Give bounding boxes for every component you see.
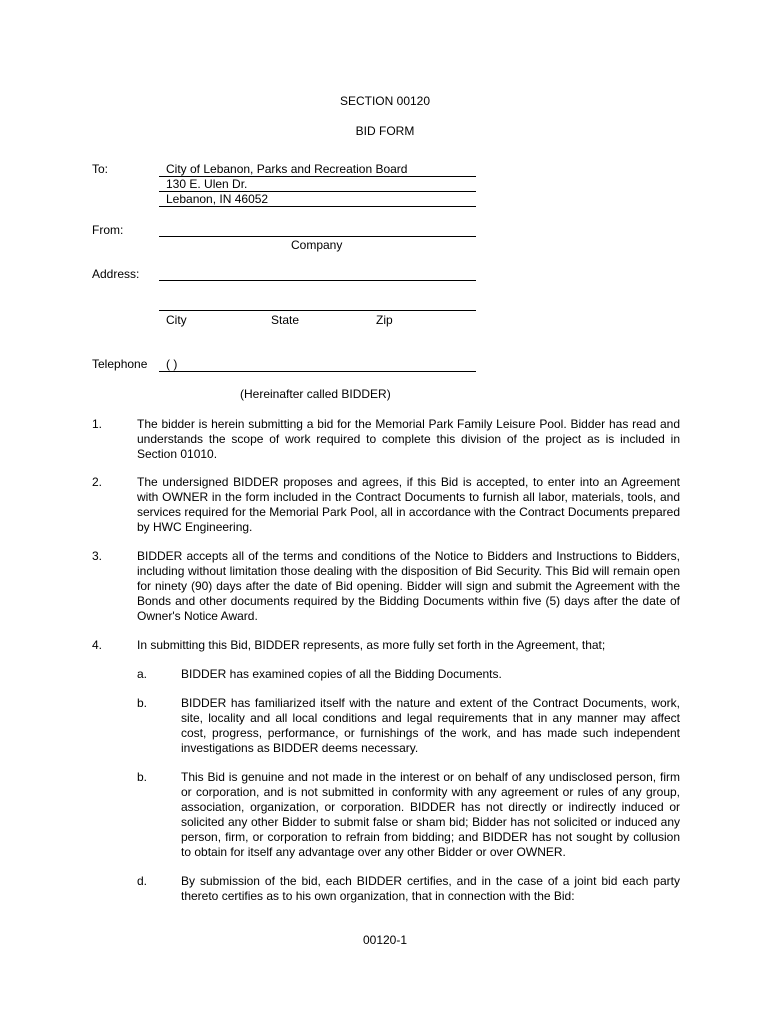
subitem-c-letter: b. — [137, 770, 148, 784]
item-3-text: BIDDER accepts all of the terms and conditions of the Notice to Bidders and Instructions to Bidders, including without limitation those dealing with the disposition of Bid Security. This Bid will remain open for ninety (90) days after the date of Bid opening. Bidder will sign and submit the Agreement with the Bonds and other documents required by the Bidding Documents within five (5) days after the date of Owner's Notice Award. — [137, 549, 680, 623]
subitem-a-letter: a. — [137, 667, 148, 681]
subitem-c-text: This Bid is genuine and not made in the interest or on behalf of any undisclosed person, firm or corporation, and is not submitted in conformity with any agreement or rules of any group, association, organization, or corporation. BIDDER has not directly or indirectly induced or solicited any other Bidder to submit false or sham bid; Bidder has not solicited or induced any person, firm, or corporation to refrain from bidding; and BIDDER has not sought by collusion to obtain for itself any advantage over any other Bidder or over OWNER. — [181, 770, 680, 859]
to-line-1: City of Lebanon, Parks and Recreation Board — [166, 162, 408, 176]
area-code-parens: ( ) — [166, 357, 178, 371]
address-label: Address: — [92, 267, 140, 281]
zip-caption: Zip — [376, 313, 393, 327]
subitem-a-text: BIDDER has examined copies of all the Bidding Documents. — [181, 667, 502, 681]
city-caption: City — [166, 313, 187, 327]
to-underline-3 — [159, 206, 476, 207]
item-4-number: 4. — [92, 638, 103, 652]
address-field-1[interactable] — [159, 280, 476, 281]
item-1-number: 1. — [92, 417, 103, 431]
item-2-number: 2. — [92, 475, 103, 489]
item-1-text: The bidder is herein submitting a bid for the Memorial Park Family Leisure Pool. Bidder has read and understands the scope of work required to complete this division of the project as is included in Section 01010. — [137, 417, 680, 461]
to-line-3: Lebanon, IN 46052 — [166, 192, 269, 206]
form-title: BID FORM — [355, 124, 415, 138]
item-4-text: In submitting this Bid, BIDDER represents, as more fully set forth in the Agreement, that; — [137, 638, 606, 652]
item-2-text: The undersigned BIDDER proposes and agrees, if this Bid is accepted, to enter into an Agreement with OWNER in the form included in the Contract Documents to furnish all labor, materials, tools, and services required for the Memorial Park Pool, all in accordance with the Contract Documents prepared by HWC Engineering. — [137, 475, 680, 534]
to-label: To: — [92, 162, 109, 176]
address-field-2[interactable] — [159, 310, 476, 311]
to-line-2: 130 E. Ulen Dr. — [166, 177, 248, 191]
hereinafter-note: (Hereinafter called BIDDER) — [240, 387, 391, 401]
section-number: SECTION 00120 — [339, 94, 431, 108]
subitem-b-letter: b. — [137, 696, 148, 710]
state-caption: State — [271, 313, 300, 327]
subitem-d-text: By submission of the bid, each BIDDER certifies, and in the case of a joint bid each party thereto certifies as to his own organization, that in connection with the Bid: — [181, 874, 680, 903]
telephone-label: Telephone — [92, 357, 148, 371]
from-label: From: — [92, 223, 124, 237]
subitem-b-text: BIDDER has familiarized itself with the nature and extent of the Contract Documents, work, site, locality and all local conditions and legal requirements that in any manner may affect cost, progress, performance, or furnishings of the work, and has made such independent investigations as BIDDER deems necessary. — [181, 696, 680, 755]
company-field[interactable] — [159, 236, 476, 237]
subitem-d-letter: d. — [137, 874, 148, 888]
page-number: 00120-1 — [362, 933, 408, 947]
telephone-field[interactable] — [159, 371, 476, 372]
item-3-number: 3. — [92, 549, 103, 563]
company-caption: Company — [291, 238, 343, 252]
